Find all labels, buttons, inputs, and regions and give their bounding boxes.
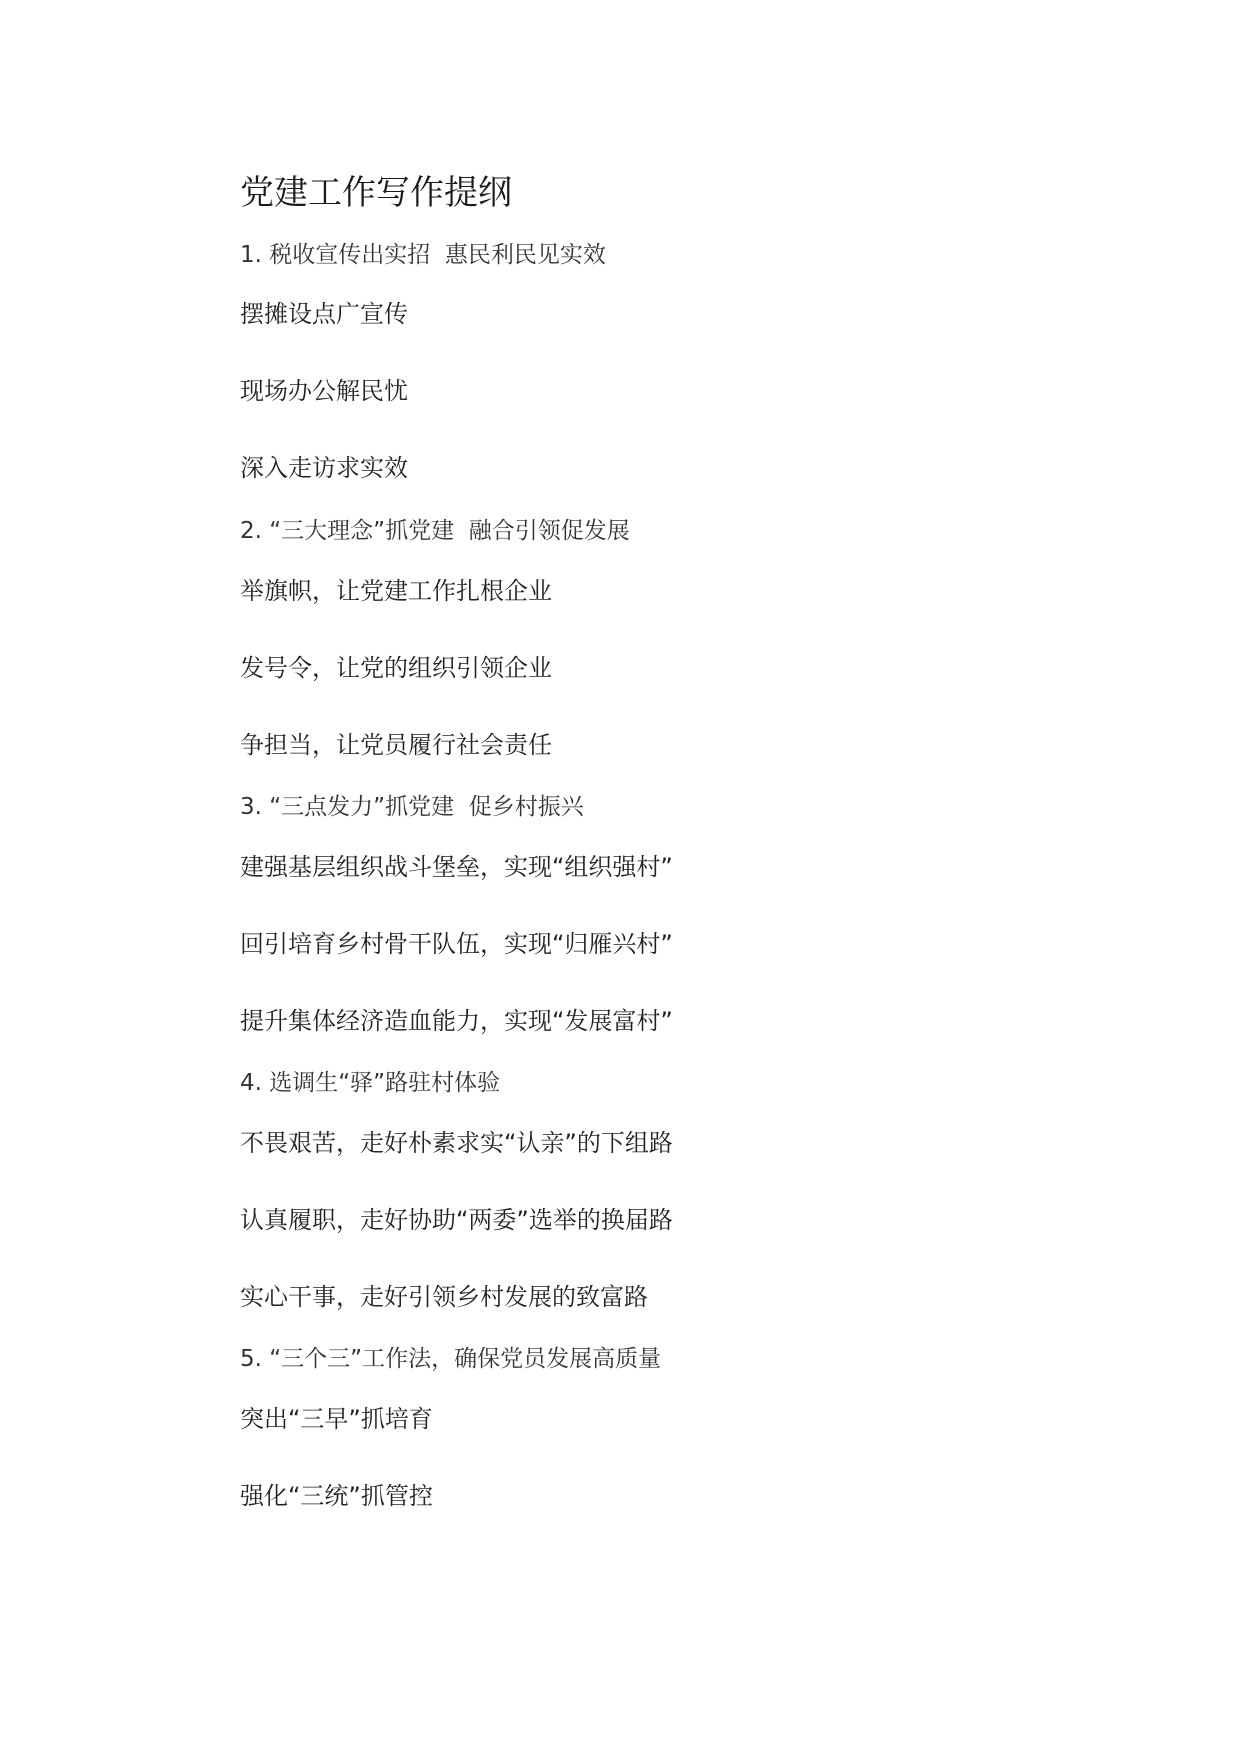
section-heading-1: 1. 税收宣传出实招 惠民利民见实效 (240, 242, 606, 268)
section-heading-5: 5. “三个三”工作法，确保党员发展高质量 (240, 1346, 662, 1372)
section-heading-3: 3. “三点发力”抓党建 促乡村振兴 (240, 794, 584, 820)
section-2-item-2: 发号令，让党的组织引领企业 (240, 654, 552, 682)
section-3-item-2: 回引培育乡村骨干队伍，实现“归雁兴村” (240, 930, 673, 958)
section-1-item-1: 摆摊设点广宣传 (240, 300, 408, 328)
section-5-item-2: 强化“三统”抓管控 (240, 1482, 433, 1510)
section-4-item-1: 不畏艰苦，走好朴素求实“认亲”的下组路 (240, 1129, 673, 1157)
section-heading-4: 4. 选调生“驿”路驻村体验 (240, 1070, 501, 1096)
section-1-item-2: 现场办公解民忧 (240, 377, 408, 405)
section-3-item-1: 建强基层组织战斗堡垒，实现“组织强村” (240, 853, 673, 881)
section-2-item-3: 争担当，让党员履行社会责任 (240, 731, 552, 759)
section-4-item-3: 实心干事，走好引领乡村发展的致富路 (240, 1283, 648, 1311)
section-4-item-2: 认真履职，走好协助“两委”选举的换届路 (240, 1206, 673, 1234)
document-title: 党建工作写作提纲 (240, 173, 512, 213)
section-5-item-1: 突出“三早”抓培育 (240, 1405, 433, 1433)
section-1-item-3: 深入走访求实效 (240, 454, 408, 482)
section-2-item-1: 举旗帜，让党建工作扎根企业 (240, 577, 552, 605)
section-heading-2: 2. “三大理念”抓党建 融合引领促发展 (240, 518, 630, 544)
section-3-item-3: 提升集体经济造血能力，实现“发展富村” (240, 1007, 673, 1035)
